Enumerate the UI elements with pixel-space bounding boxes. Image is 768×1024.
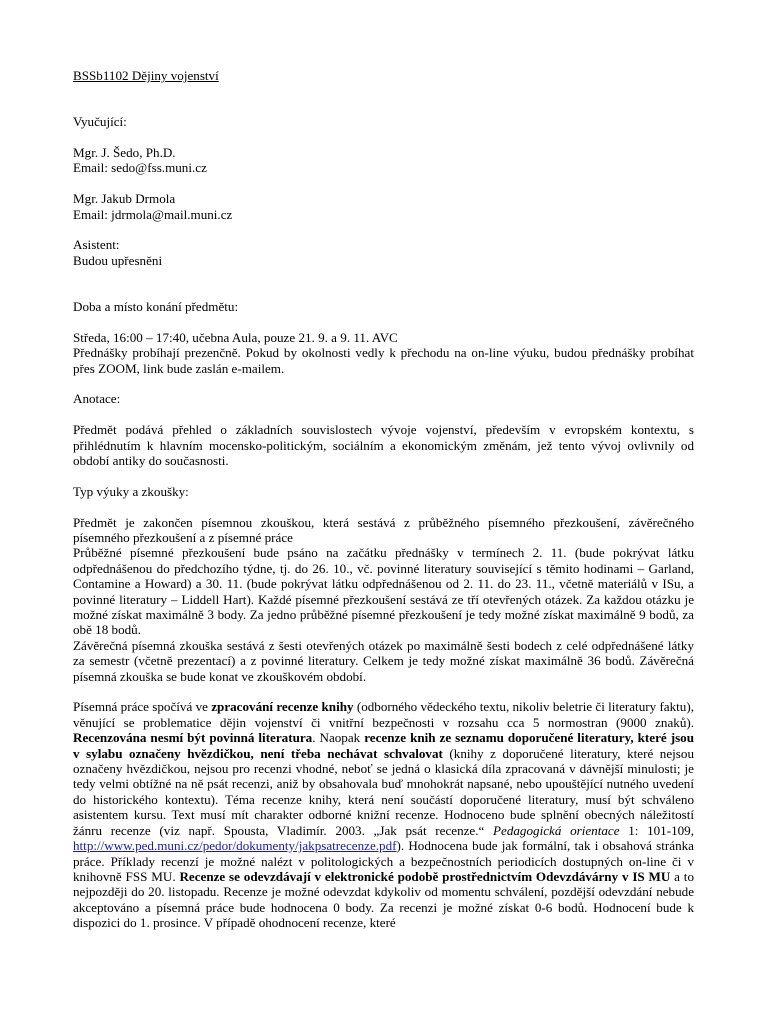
paper-italic-journal: Pedagogická orientace bbox=[493, 822, 620, 838]
recenze-link[interactable]: http://www.ped.muni.cz/pedor/dokumenty/jakpsatrecenze.pdf bbox=[73, 838, 397, 854]
paper-text-2: (odborného vědeckého textu, nikoliv beletrie či literatury faktu), věnující se problematice dějin vojenství či vnitřní bezpečnosti v rozsahu cca 5 normostran (9000 znaků). bbox=[73, 699, 694, 730]
paper-text-3: . Naopak bbox=[312, 730, 365, 746]
paper-bold-2: Recenzována nesmí být povinná literatura bbox=[73, 730, 313, 746]
schedule-time: Středa, 16:00 – 17:40, učebna Aula, pouze 21. 9. a 9. 11. AVC bbox=[73, 329, 398, 345]
paper-text-5: 1: 101-109, bbox=[619, 822, 695, 838]
paper-text-6: ). Hodnocena bude jak formální, tak i obsahová stránka práce. Příklady recenzí je možné nalézt v politologických a bezpečnostních periodicích dostupných on-line či v knihovně FSS MU. bbox=[73, 838, 694, 884]
exam-paragraph-1: Předmět je zakončen písemnou zkouškou, která sestává z průběžného písemného přezkoušení, závěrečného písemného přezkoušení a z písemné práce bbox=[73, 514, 694, 545]
document-content bbox=[73, 68, 694, 931]
annotation-text: Předmět podává přehled o základních souvislostech vývoje vojenství, především v evropském kontextu, s přihlédnutím k hlavním mocensko-politickým, sociálním a ekonomickým změnám, jež tento vývoj ovlivnily od období antiky do současnosti. bbox=[73, 422, 694, 468]
paper-text-1: Písemná práce spočívá ve bbox=[73, 699, 212, 715]
paper-bold-3: recenze knih ze seznamu doporučené literatury, které jsou v sylabu označeny hvězdičkou, není třeba nechávat schvalovat bbox=[73, 730, 694, 761]
paper-bold-1: zpracování recenze knihy bbox=[211, 699, 354, 715]
teacher-2-name: Mgr. Jakub Drmola bbox=[73, 191, 176, 207]
exam-heading: Typ výuky a zkoušky: bbox=[73, 483, 189, 499]
paper-paragraph bbox=[73, 699, 694, 930]
teachers-heading: Vyučující: bbox=[73, 114, 127, 130]
exam-paragraph-2: Průběžné písemné přezkoušení bude psáno na začátku přednášky v termínech 2. 11. (bude pokrývat látku odpřednášenou do předchozího týdne, tj. do 26. 10., vč. povinné literatury související s těmito hodinami – Garland, Contamine a Howard) a 30. 11. (bude pokrývat látku odpřednášenou od 2. 11. do 23. 11., včetně materiálů v ISu, a povinné literatury – Liddell Hart). Každé písemné přezkoušení sestává ze tří otevřených otázek. Za každou otázku je možné získat maximálně 3 body. Za jedno průběžné písemné přezkoušení je tedy možné získat maximálně 9 bodů, za obě 18 bodů. bbox=[73, 545, 694, 638]
paper-text-4: (knihy z doporučené literatury, které nejsou označeny hvězdičkou, nejsou pro recenzi vhodné, neboť se jedná o klasická díla zpracovaná v dávnější minulosti; je tedy velmi obtížné na ně psát recenzi, aniž by obsahovala buď mnohokrát napsané, nebo upouštějící nutného uvedení do historického kontextu). Téma recenze knihy, která není součástí doporučené literatury, musí být schváleno asistentem kursu. Text musí mít charakter odborné knižní recenze. Hodnoceno bude splnění obecných náležitostí žánru recenze (viz např. Spousta, Vladimír. 2003. „Jak psát recenze.“ bbox=[73, 745, 694, 838]
schedule-format: Přednášky probíhají prezenčně. Pokud by okolnosti vedly k přechodu na on-line výuku, budou přednášky probíhat přes ZOOM, link bude zaslán e-mailem. bbox=[73, 345, 694, 376]
teacher-1-email: Email: sedo@fss.muni.cz bbox=[73, 160, 207, 176]
teacher-1-name: Mgr. J. Šedo, Ph.D. bbox=[73, 144, 176, 160]
assistant-heading: Asistent: bbox=[73, 237, 120, 253]
paper-bold-4: Recenze se odevzdávají v elektronické podobě prostřednictvím Odevzdávárny v IS MU bbox=[179, 868, 671, 884]
course-title: BSSb1102 Dějiny vojenství bbox=[73, 68, 219, 83]
paper-text-7: a to nejpozději do 20. listopadu. Recenze je možné odevzdat kdykoliv od momentu schválení, pozdější odevzdání nebude akceptováno a písemná práce bude hodnocena 0 body. Za recenzi je možné získat 0-6 bodů. Hodnocení bude k dispozici do 1. prosince. V případě ohodnocení recenze, které bbox=[73, 868, 694, 931]
teacher-2-email: Email: jdrmola@mail.muni.cz bbox=[73, 206, 233, 222]
schedule-heading: Doba a místo konání předmětu: bbox=[73, 298, 239, 314]
assistant-value: Budou upřesněni bbox=[73, 252, 163, 268]
exam-paragraph-3: Závěrečná písemná zkouška sestává z šesti otevřených otázek po maximálně šesti bodech z celé odpřednášené látky za semestr (včetně prezentací) a z povinné literatury. Celkem je tedy možné získat maximálně 36 bodů. Závěrečná písemná zkouška se bude konat ve zkouškovém období. bbox=[73, 637, 694, 684]
annotation-heading: Anotace: bbox=[73, 391, 121, 407]
